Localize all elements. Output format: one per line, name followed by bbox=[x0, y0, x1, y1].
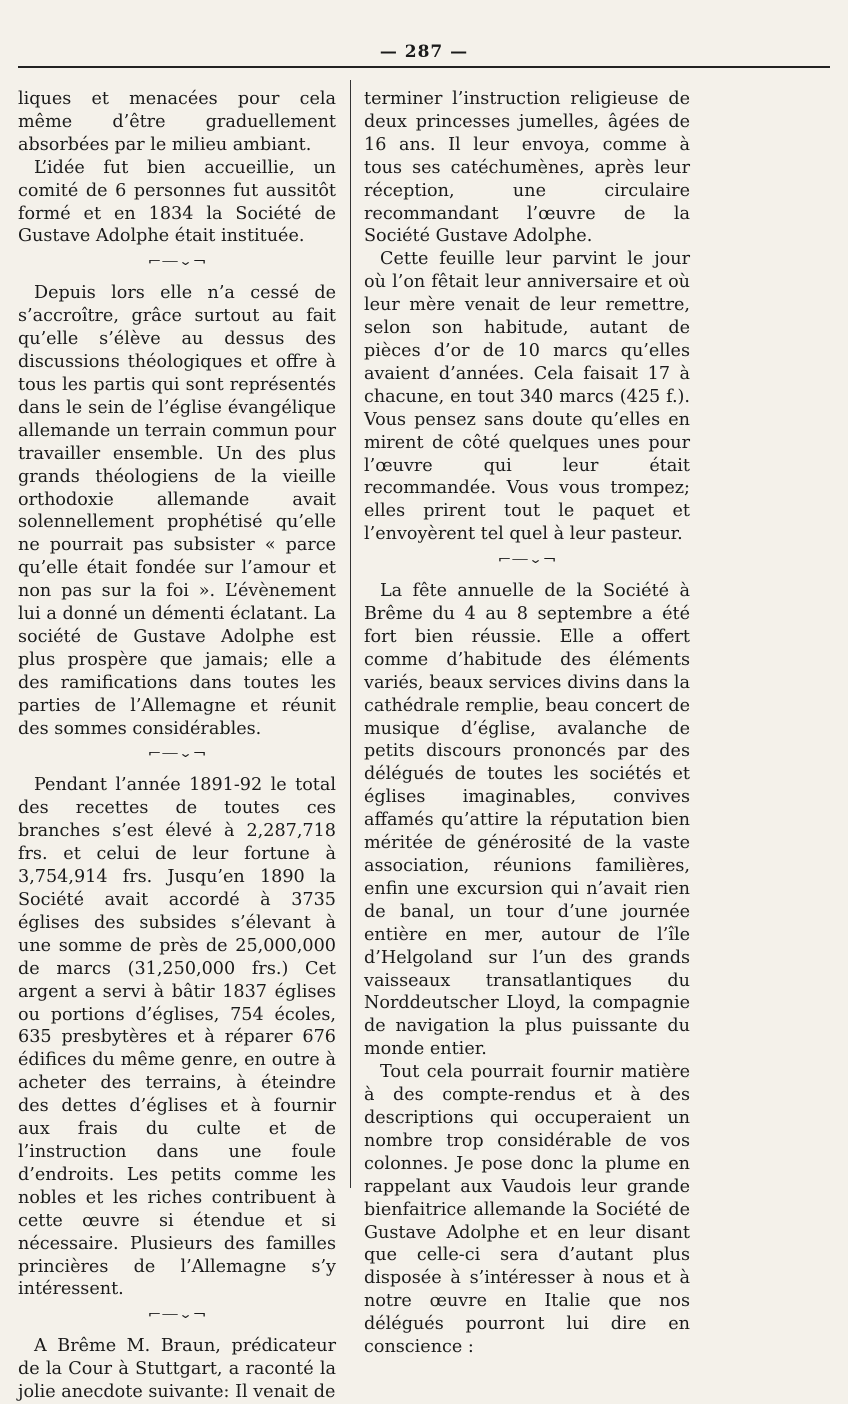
section-ornament: ⌐—⌄¬ bbox=[147, 1307, 207, 1322]
left-column bbox=[18, 88, 336, 1404]
paragraph: Tout cela pourrait fournir matière à des compte-rendus et à des descriptions qui occuperaient un nombre trop considérable de vos colonnes. Je pose donc la plume en rappelant aux Vaudois leur grande bienfaitrice allemande la Société de Gustave Adolphe et en leur disant que celle-ci sera d’autant plus disposée à s’intéresser à nous et à notre œuvre en Italie que nos délégués pourront lui dire en conscience : bbox=[364, 1062, 690, 1358]
paragraph: Cette feuille leur parvint le jour où l’on fêtait leur anniversaire et où leur mère venait de leur remettre, selon son habitude, autant de pièces d’or de 10 marcs qu’elles avaient d’années. Cela faisait 17 à chacune, en tout 340 marcs (425 f.). Vous pensez sans doute qu’elles en mirent de côté quelques unes pour l’œuvre qui leur était recommandée. Vous vous trompez; elles prirent tout le paquet et l’envoyèrent tel quel à leur pasteur. bbox=[364, 249, 690, 545]
paragraph: L’idée fut bien accueillie, un comité de 6 personnes fut aussitôt formé et en 1834 la Société de Gustave Adolphe était instituée. bbox=[18, 157, 336, 247]
header-rule bbox=[18, 66, 830, 68]
section-ornament: ⌐—⌄¬ bbox=[147, 254, 207, 269]
paragraph: terminer l’instruction religieuse de deux princesses jumelles, âgées de 16 ans. Il leur envoya, comme à tous ses catéchumènes, après leur réception, une circulaire recommandant l’œuvre de la Société Gustave Adolphe. bbox=[364, 89, 690, 247]
column-divider bbox=[350, 80, 351, 1188]
section-ornament: ⌐—⌄¬ bbox=[147, 746, 207, 761]
paragraph: Depuis lors elle n’a cessé de s’accroître, grâce surtout au fait qu’elle s’élève au dessus des discussions théologiques et offre à tous les partis qui sont représentés dans le sein de l’église évangélique allemande un terrain commun pour travailler ensemble. Un des plus grands théologiens de la vieille orthodoxie allemande avait solennellement prophétisé qu’elle ne pourrait pas subsister « parce qu’elle était fondée sur l’amour et non pas sur la foi ». L’évènement lui a donné un démenti éclatant. La société de Gustave Adolphe est plus prospère que jamais; elle a des ramifications dans toutes les parties de l’Allemagne et réunit des sommes considérables. bbox=[18, 283, 336, 739]
right-column bbox=[364, 88, 690, 1359]
paragraph: La fête annuelle de la Société à Brême du 4 au 8 septembre a été fort bien réussie. Elle a offert comme d’habitude des éléments variés, beaux services divins dans la cathédrale remplie, beau concert de musique d’église, avalanche de petits discours prononcés par des délégués de toutes les sociétés et églises imaginables, convives affamés qu’attire la réputation bien méritée de générosité de la vaste association, réunions familières, enfin une excursion qui n’avait rien de banal, un tour d’une journée entière en mer, autour de l’île d’Helgoland sur l’un des grands vaisseaux transatlantiques du Norddeutscher Lloyd, la compagnie de navigation la plus puissante du monde entier. bbox=[364, 581, 690, 1060]
page-number: — 287 — bbox=[379, 42, 469, 62]
paragraph: A Brême M. Braun, prédicateur de la Cour à Stuttgart, a raconté la jolie anecdote suivante: Il venait de bbox=[18, 1336, 336, 1403]
paragraph: liques et menacées pour cela même d’être graduellement absorbées par le milieu ambiant. bbox=[18, 89, 336, 155]
section-ornament: ⌐—⌄¬ bbox=[497, 552, 557, 567]
paragraph: Pendant l’année 1891-92 le total des recettes de toutes ces branches s’est élevé à 2,287,718 frs. et celui de leur fortune à 3,754,914 frs. Jusqu’en 1890 la Société avait accordé à 3735 églises des subsides s’élevant à une somme de près de 25,000,000 de marcs (31,250,000 frs.) Cet argent a servi à bâtir 1837 églises ou portions d’églises, 754 écoles, 635 presbytères et à réparer 676 édifices du même genre, en outre à acheter des terrains, à éteindre des dettes d’églises et à fournir aux frais du culte et de l’instruction dans une foule d’endroits. Les petits comme les nobles et les riches contribuent à cette œuvre si étendue et si nécessaire. Plusieurs des familles princières de l’Allemagne s’y intéressent. bbox=[18, 775, 336, 1300]
